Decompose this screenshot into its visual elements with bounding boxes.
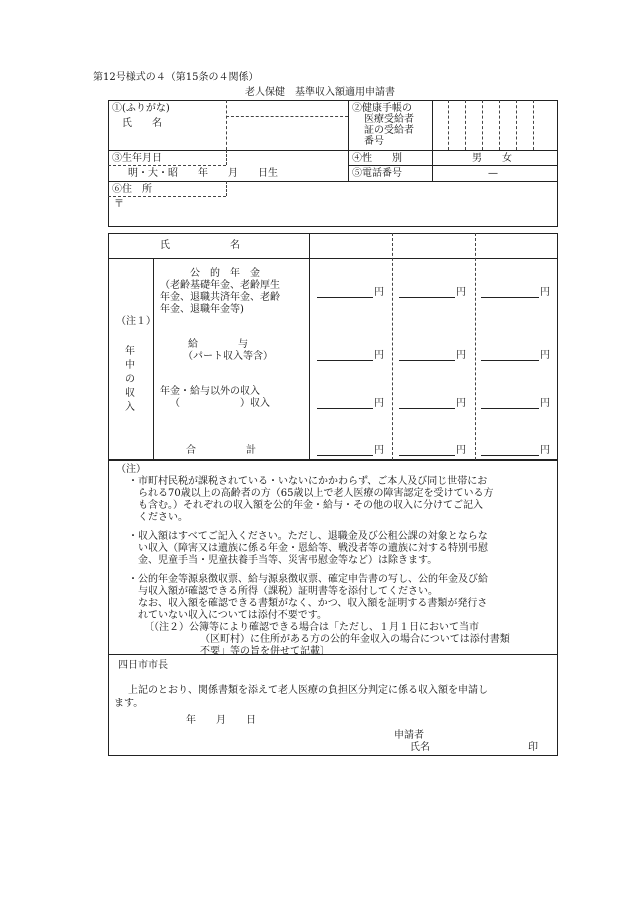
total-yen-2: 円 [456, 445, 466, 456]
note3-line-1: 公的年金等源泉徴収票、給与源泉徴収票、確定申告書の写し、公的年金及び給 [138, 574, 488, 585]
insured-label-1: ②健康手帳の [352, 103, 412, 114]
insured-number-field[interactable] [433, 101, 557, 149]
furigana-label: ①(ふりがな) [112, 103, 170, 114]
note3-line-2: 与収入額が確認できる所得（課税）証明書等を添付してください。 [138, 586, 438, 597]
other-income-detail: （ ）収入 [170, 398, 270, 409]
phone-label: ⑤電話番号 [352, 168, 402, 179]
note2-line-2: い収入（障害又は遺族に係る年金・恩給等、戦没者等の遺族に対する特別弔慰 [138, 543, 488, 554]
total-yen-1: 円 [374, 445, 384, 456]
note1-line-4: ください。 [138, 512, 188, 523]
salary-detail: （パート収入等含） [183, 351, 273, 362]
sex-options[interactable]: 男 女 [472, 153, 512, 164]
note1-bullet: ・ [128, 476, 138, 487]
note2-line-1: 収入額はすべてご記入ください。ただし、退職金及び公租公課の対象とならな [138, 531, 488, 542]
pension-detail-2: 年金、退職共済年金、老齢 [160, 292, 280, 303]
pension-yen-2: 円 [456, 287, 466, 298]
pension-detail-3: 年金、退職年金等) [160, 304, 244, 315]
note4-line-1: 〔（注２）公簿等により確認できる場合は「ただし、１月１日において当市 [144, 622, 479, 633]
dob-format: 明・大・昭 年 月 日生 [128, 168, 278, 179]
salary-yen-2: 円 [456, 350, 466, 361]
insured-label-3: 証の受給者 [364, 125, 414, 136]
income-name-header: 氏 名 [160, 240, 240, 251]
seal-mark: 印 [528, 742, 538, 753]
total-label: 合 計 [186, 445, 256, 456]
income-table [108, 233, 558, 460]
form-number: 第12号様式の４（第15条の４関係） [93, 72, 259, 83]
notes-heading: （注） [116, 464, 146, 475]
furigana-field[interactable] [227, 101, 347, 115]
total-yen-3: 円 [540, 445, 550, 456]
other-yen-2: 円 [456, 398, 466, 409]
statement-line-1: 上記のとおり、関係書類を添えて老人医療の負担区分判定に係る収入額を申請し [128, 685, 488, 696]
note3-line-3: なお、収入額を確認できる書類がなく、かつ、収入額を証明する書類が発行さ [138, 598, 488, 609]
note1-line-3: も含む。）それぞれの収入額を公的年金・給与・その他の収入に分けてご記入 [138, 500, 483, 511]
note1-line-2: られる70歳以上の高齢者の方（65歳以上で老人医療の障害認定を受けている方 [138, 488, 494, 499]
applicant-label: 申請者 [394, 730, 424, 741]
pension-yen-3: 円 [540, 287, 550, 298]
name-label: 氏 名 [122, 118, 162, 129]
note2-bullet: ・ [128, 531, 138, 542]
other-income-title: 年金・給与以外の収入 [160, 386, 260, 397]
other-yen-3: 円 [540, 398, 550, 409]
sex-label: ④性 別 [352, 153, 402, 164]
salary-yen-1: 円 [374, 350, 384, 361]
dob-label: ③生年月日 [112, 153, 162, 164]
address-label: ⑥住 所 [112, 184, 152, 195]
applicant-name-label: 氏名 [410, 742, 430, 753]
note4-line-2: （区町村）に住所がある方の公的年金収入の場合については添付書類 [200, 634, 510, 645]
form-title: 老人保健 基準収入額適用申請書 [245, 87, 395, 98]
other-yen-1: 円 [374, 398, 384, 409]
application-date[interactable]: 年 月 日 [186, 715, 256, 726]
addressee: 四日市市長 [118, 660, 168, 671]
note1-line-1: 市町村民税が課税されている・いないにかかわらず、ご本人及び同じ世帯にお [138, 476, 488, 487]
note3-bullet: ・ [128, 574, 138, 585]
note3-line-4: れていない収入については添付不要です。 [138, 610, 327, 621]
address-field[interactable] [125, 198, 557, 226]
pension-yen-1: 円 [374, 287, 384, 298]
statement-line-2: ます。 [114, 698, 144, 709]
postal-mark: 〒 [114, 199, 124, 210]
note4-line-3: 不要」等の旨を併せて記載〕 [200, 646, 330, 657]
applicant-name-field[interactable] [436, 740, 526, 754]
salary-yen-3: 円 [540, 350, 550, 361]
note2-line-3: 金、児童手当・児童扶養手当等、災害弔慰金等など）は除きます。 [138, 555, 438, 566]
pension-title: 公 的 年 金 [190, 268, 260, 279]
insured-label-4: 番号 [364, 136, 384, 147]
annual-income-side-label: 年 中 の 収 入 [125, 346, 135, 413]
salary-title: 給 与 [188, 339, 248, 350]
pension-detail-1: （老齢基礎年金、老齢厚生 [160, 280, 280, 291]
note1-label: （注１） [116, 316, 156, 327]
name-field[interactable] [227, 118, 347, 149]
insured-label-2: 医療受給者 [364, 114, 414, 125]
phone-dash: — [488, 168, 498, 179]
